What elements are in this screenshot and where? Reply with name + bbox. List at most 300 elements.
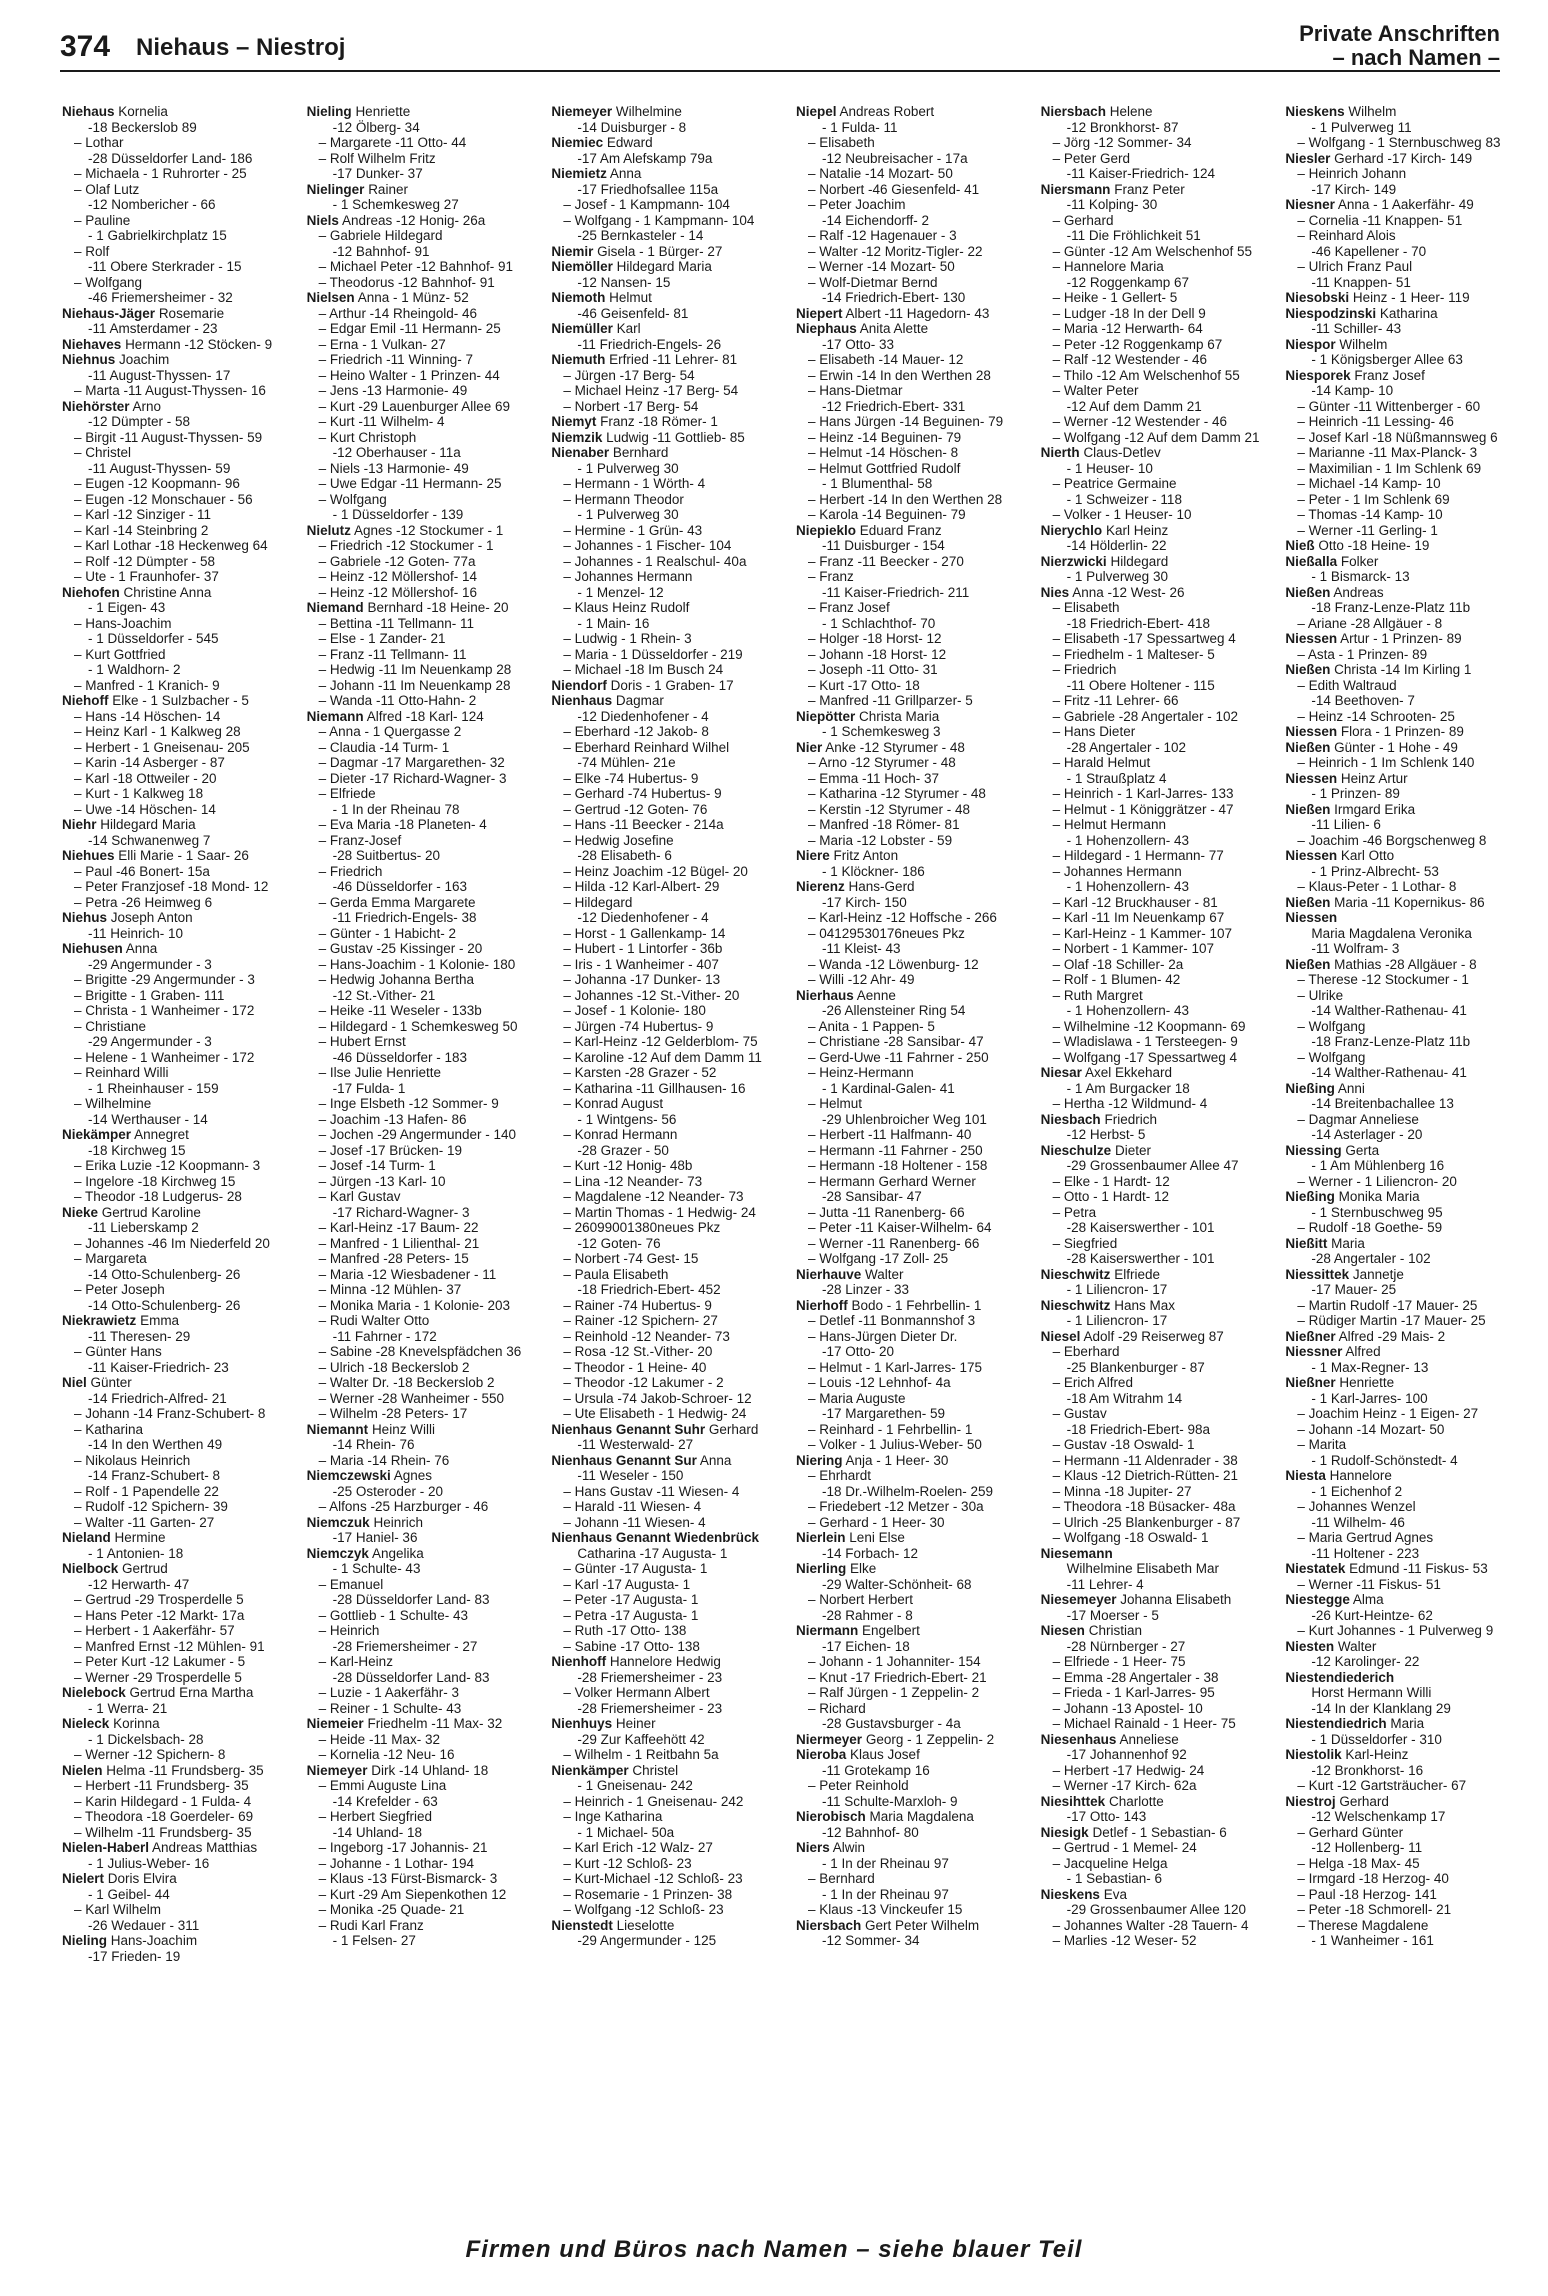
surname-entry	[307, 600, 544, 616]
sub-entry: – Ursula -74 Jakob-Schroer- 12	[563, 1390, 752, 1406]
sub-entry: – Gerhard Günter	[1297, 1824, 1404, 1840]
entry-details: Anita - 1 Pappen- 5	[818, 1018, 935, 1034]
surname-entry	[796, 306, 1033, 322]
entry-details: Johanna -17 Dunker- 13	[574, 972, 721, 987]
entry-details: Hermann -11 Fahrner - 250	[819, 1142, 983, 1158]
entry-details: Ingeborg -17 Johannis- 21	[329, 1840, 488, 1855]
entry-details: Marta -11 August-Thyssen- 16	[85, 383, 266, 398]
surname: Nierling	[796, 1561, 847, 1576]
address-line: - 1 Schemkesweg 27	[332, 197, 459, 212]
entry-details: Helga -18 Max- 45	[1308, 1855, 1420, 1871]
entry-details: Gerhard	[1063, 212, 1114, 228]
entry-details: Otto - 1 Hardt- 12	[1063, 1189, 1169, 1204]
entry-details: Gerhard -17 Kirch- 149	[1334, 150, 1473, 166]
sub-entry: – Reinhold -12 Neander- 73	[563, 1328, 730, 1344]
sub-entry: – Johann -11 Im Neuenkamp 28	[318, 677, 511, 693]
entry-details: Irmgard -18 Herzog- 40	[1308, 1871, 1449, 1886]
surname: Nienhoff	[551, 1654, 607, 1669]
address-line: -11 Kaiser-Friedrich- 23	[88, 1359, 229, 1375]
surname-entry	[62, 585, 299, 601]
sub-entry: – Emanuel	[318, 1576, 384, 1592]
entry-details: Michael -18 Im Busch 24	[574, 662, 724, 677]
entry-details: Hans-Joachim	[85, 615, 172, 631]
entry-details: Gertrud -29 Trosperdelle 5	[85, 1592, 244, 1607]
surname: Nieke	[62, 1204, 99, 1220]
entry-details: Horst - 1 Gallenkamp- 14	[574, 925, 726, 941]
entry-details: Dieter -17 Richard-Wagner- 3	[329, 770, 507, 786]
sub-entry: – Rainer -74 Hubertus- 9	[563, 1297, 712, 1313]
sub-entry: – Heike - 1 Gellert- 5	[1052, 290, 1178, 305]
entry-details: Christel	[632, 1762, 679, 1778]
entry-details: Manfred - 1 Lilienthal- 21	[329, 1235, 480, 1251]
sub-entry: – Jürgen -74 Hubertus- 9	[563, 1018, 714, 1034]
surname-entry	[62, 1840, 299, 1856]
sub-entry: – Uwe -14 Höschen- 14	[74, 801, 216, 817]
sub-entry: – Wladislawa - 1 Tersteegen- 9	[1052, 1034, 1238, 1049]
surname-entry	[62, 104, 299, 120]
sub-entry: – Werner -17 Kirch- 62a	[1052, 1778, 1197, 1793]
entry-details: Heinrich	[329, 1623, 380, 1638]
address-line: - 1 Julius-Weber- 16	[88, 1855, 210, 1871]
sub-entry: – Gustav -25 Kissinger - 20	[318, 941, 483, 956]
entry-details: Johann -11 Wiesen- 4	[574, 1514, 706, 1530]
entry-details: Claudia -14 Turm- 1	[329, 739, 450, 755]
sub-entry: – Kurt -12 Schloß- 23	[563, 1855, 692, 1871]
address-line: - 1 Max-Regner- 13	[1311, 1359, 1429, 1375]
sub-entry: – Klaus -12 Dietrich-Rütten- 21	[1052, 1468, 1238, 1483]
sub-entry: – Kurt-Michael -12 Schloß- 23	[563, 1871, 743, 1886]
entry-details: Peter Gerd	[1063, 150, 1130, 166]
surname: Niespodzinski	[1285, 305, 1377, 321]
address-line: -11 Heinrich- 10	[88, 925, 184, 941]
sub-entry: – 04129530176neues Pkz	[808, 925, 965, 941]
surname: Niephaus	[796, 321, 857, 336]
sub-entry: – Heinrich	[318, 1623, 380, 1638]
entry-details: Wilhelm	[1348, 104, 1397, 119]
sub-entry: – Peter - 1 Im Schlenk 69	[1297, 491, 1450, 507]
entry-details: Niels -13 Harmonie- 49	[329, 460, 469, 476]
entry-details: Walter	[865, 1266, 904, 1282]
sub-entry: – Volker - 1 Julius-Weber- 50	[808, 1437, 982, 1452]
entry-details: Maria Gertrud Agnes	[1308, 1530, 1434, 1545]
sub-entry: – Siegfried	[1052, 1235, 1118, 1251]
entry-details: Kornelia -12 Neu- 16	[329, 1747, 455, 1762]
entry-details: Jürgen -74 Hubertus- 9	[574, 1018, 714, 1034]
sub-entry: – Karin Hildegard - 1 Fulda- 4	[74, 1793, 252, 1809]
entry-details: Elli Marie - 1 Saar- 26	[118, 848, 249, 863]
directory-columns	[62, 104, 1522, 2234]
sub-entry: – Heinz -14 Schrooten- 25	[1297, 708, 1455, 724]
sub-entry: – Hans -14 Höschen- 14	[74, 708, 221, 724]
address-line: -14 Otto-Schulenberg- 26	[88, 1266, 241, 1282]
sub-entry: – Jürgen -13 Karl- 10	[318, 1173, 446, 1189]
sub-entry: – Franz -11 Tellmann- 11	[318, 646, 467, 662]
surname-entry	[1041, 1065, 1278, 1081]
entry-details: Hans-Jürgen Dieter Dr.	[819, 1328, 958, 1344]
sub-entry: – Ute - 1 Fraunhofer- 37	[74, 569, 219, 584]
sub-entry: – Harald Helmut	[1052, 755, 1151, 770]
entry-details: Christiane -28 Sansibar- 47	[819, 1034, 984, 1049]
surname: Nießen	[1285, 662, 1331, 677]
address-line: - 1 Menzel- 12	[577, 584, 664, 600]
entry-details: Anna	[125, 941, 158, 956]
surname: Niesemeyer	[1040, 1592, 1117, 1607]
entry-details: Martin Thomas - 1 Hedwig- 24	[574, 1204, 756, 1220]
address-line: -46 Geisenfeld- 81	[577, 305, 689, 321]
entry-details: Erfried -11 Lehrer- 81	[609, 352, 738, 367]
sub-entry: – Christiane -28 Sansibar- 47	[808, 1034, 984, 1049]
sub-entry: – Bernhard	[808, 1871, 875, 1886]
sub-entry: – Wilhelmine	[74, 1096, 152, 1111]
surname: Niemietz	[551, 166, 607, 181]
surname: Niemeier	[306, 1716, 364, 1731]
sub-entry: – Norbert Herbert	[808, 1592, 914, 1607]
surname: Nienhaus Genannt Suhr	[551, 1421, 706, 1437]
surname: Niering	[796, 1452, 843, 1468]
entry-details: Kurt -12 Gartsträucher- 67	[1308, 1778, 1467, 1793]
entry-details: Helmut	[609, 290, 652, 305]
sub-entry: – Wolfgang	[74, 274, 143, 290]
entry-details: Bodo - 1 Fehrbellin- 1	[851, 1297, 982, 1313]
entry-details: Adolf -29 Reiserweg 87	[1083, 1328, 1224, 1344]
entry-details: Rudolf -18 Goethe- 59	[1308, 1220, 1443, 1235]
address-line: - 1 Straußplatz 4	[1066, 770, 1167, 786]
entry-details: Eberhard -12 Jakob- 8	[574, 724, 709, 739]
surname-entry	[551, 104, 788, 120]
sub-entry: – Heino Walter - 1 Prinzen- 44	[318, 367, 500, 383]
entry-details: Rudi Karl Franz	[329, 1917, 424, 1933]
surname-entry	[1041, 445, 1278, 461]
entry-details: Wilhelm -28 Peters- 17	[329, 1406, 468, 1421]
surname: Nienhaus Genannt Wiedenbrück	[551, 1530, 759, 1545]
name-range-title: Niehaus – Niestroj	[136, 34, 346, 61]
address-line: - 1 Main- 16	[577, 615, 650, 631]
address-line: -29 Angermunder - 3	[88, 1034, 212, 1049]
sub-entry: – Rolf Wilhelm Fritz	[318, 150, 436, 166]
sub-entry: – Anita - 1 Pappen- 5	[808, 1018, 935, 1034]
entry-details: Bernhard	[612, 445, 669, 460]
address-line: - 1 Gabrielkirchplatz 15	[88, 228, 227, 243]
entry-details: Gerhard	[708, 1421, 759, 1437]
entry-details: Hans Max	[1114, 1297, 1175, 1313]
entry-details: Wolfgang - 1 Kampmann- 104	[574, 212, 755, 228]
sub-entry: – Wanda -12 Löwenburg- 12	[808, 956, 979, 972]
entry-details: Alwin	[832, 1840, 866, 1855]
sub-entry: – Manfred Ernst -12 Mühlen- 91	[74, 1638, 265, 1654]
surname-entry	[1285, 104, 1522, 120]
address-line: -11 Schiller- 43	[1311, 321, 1402, 336]
entry-details: Uwe -14 Höschen- 14	[85, 801, 216, 817]
entry-details: Jochen -29 Angermunder - 140	[329, 1127, 517, 1142]
surname: Niesar	[1040, 1065, 1082, 1080]
sub-entry: – Gertrud - 1 Memel- 24	[1052, 1840, 1197, 1855]
surname-entry	[1285, 957, 1522, 973]
sub-entry: – Hermann - 1 Wörth- 4	[563, 476, 706, 491]
surname-entry	[1041, 554, 1278, 570]
address-line: -14 Otto-Schulenberg- 26	[88, 1297, 241, 1313]
entry-details: Günter -17 Augusta- 1	[574, 1561, 708, 1576]
address-line: -17 Haniel- 36	[332, 1530, 418, 1545]
address-line: -28 Angertaler - 102	[1066, 739, 1186, 755]
address-line: - 1 Hohenzollern- 43	[1066, 1003, 1189, 1018]
entry-details: Heike -11 Weseler - 133b	[329, 1003, 482, 1018]
directory-column	[1285, 104, 1522, 2234]
surname: Niestatek	[1285, 1561, 1346, 1576]
entry-details: Paul -18 Herzog- 141	[1308, 1886, 1437, 1902]
sub-entry: – Norbert -46 Giesenfeld- 41	[808, 181, 980, 197]
sub-entry: – Emmi Auguste Lina	[318, 1778, 447, 1793]
entry-details: Konrad Hermann	[574, 1127, 678, 1142]
surname: Niersmann	[1040, 181, 1111, 197]
entry-details: Albert -11 Hagedorn- 43	[845, 305, 990, 321]
address-line: - 1 Am Burgacker 18	[1066, 1080, 1190, 1096]
sub-entry: – Eugen -12 Koopmann- 96	[74, 476, 240, 491]
entry-details: Helene	[1109, 104, 1153, 119]
entry-details: Karl	[616, 321, 641, 336]
sub-entry: – Peter Joseph	[74, 1282, 165, 1297]
entry-details: Emma	[140, 1313, 180, 1328]
sub-entry: – Erika Luzie -12 Koopmann- 3	[74, 1158, 261, 1173]
surname-entry	[1041, 1298, 1278, 1314]
surname: Niemuth	[551, 352, 606, 367]
entry-details: Johanne - 1 Lothar- 194	[329, 1855, 475, 1871]
sub-entry: – Michael Rainald - 1 Heer- 75	[1052, 1716, 1236, 1731]
entry-details: Gustav -25 Kissinger - 20	[329, 941, 483, 956]
address-line: - 1 Werra- 21	[88, 1700, 168, 1716]
sub-entry: – Werner -12 Spichern- 8	[74, 1747, 226, 1762]
sub-entry: – Sabine -17 Otto- 138	[563, 1638, 700, 1654]
surname-entry	[1285, 895, 1522, 911]
address-line: -12 Hollenberg- 11	[1311, 1840, 1423, 1855]
address-line: - 1 Blumenthal- 58	[822, 476, 933, 491]
surname-entry	[307, 1422, 544, 1438]
sub-entry: – Eugen -12 Monschauer - 56	[74, 491, 253, 507]
entry-details: Heinrich	[373, 1514, 423, 1530]
sub-entry: – Natalie -14 Mozart- 50	[808, 166, 953, 181]
entry-details: Helmut - 1 Karl-Jarres- 175	[819, 1359, 983, 1375]
address-line: -29 Zur Kaffeehött 42	[577, 1731, 705, 1747]
address-line: -12 Nombericher - 66	[88, 197, 216, 212]
entry-details: Wolfgang -12 Schloß- 23	[574, 1902, 724, 1917]
sub-entry: – Johann -14 Mozart- 50	[1297, 1421, 1445, 1437]
address-line: -28 Gustavsburger - 4a	[822, 1716, 961, 1731]
entry-details: Helmut Hermann	[1063, 817, 1166, 832]
sub-entry: – Werner -12 Westender - 46	[1052, 414, 1227, 429]
entry-details: Eduard Franz	[859, 522, 942, 538]
sub-entry: – Ulrike	[1297, 987, 1344, 1003]
surname-entry	[1285, 910, 1522, 926]
sub-entry: – Jacqueline Helga	[1052, 1855, 1168, 1871]
address-line: -14 Friedrich-Alfred- 21	[88, 1390, 227, 1406]
entry-details: Johann - 1 Johanniter- 154	[819, 1654, 981, 1669]
surname: Niessen	[1285, 910, 1338, 925]
sub-entry: – Helmut Hermann	[1052, 817, 1166, 832]
sub-entry: – Elisabeth	[1052, 600, 1120, 615]
entry-details: Claus-Detlev	[1083, 445, 1161, 460]
address-line: -12 Auf dem Damm 21	[1066, 398, 1202, 414]
entry-details: Korinna	[113, 1716, 160, 1731]
surname-entry	[307, 1763, 544, 1779]
address-line: -11 Friedrich-Engels- 26	[577, 336, 722, 352]
entry-details: Helene - 1 Wanheimer - 172	[85, 1049, 255, 1065]
entry-details: Michael Heinz -17 Berg- 54	[574, 383, 739, 398]
entry-details: Rainer -74 Hubertus- 9	[574, 1297, 712, 1313]
surname: Nienhuys	[551, 1716, 613, 1731]
sub-entry: – Hans Jürgen -14 Beguinen- 79	[808, 414, 1004, 429]
surname-entry	[62, 399, 299, 415]
surname-entry	[1285, 1329, 1522, 1345]
address-line: -12 Roggenkamp 67	[1066, 274, 1189, 290]
surname-entry	[1041, 1546, 1278, 1562]
entry-details: Heike - 1 Gellert- 5	[1063, 290, 1178, 305]
entry-details: Johanna Elisabeth	[1120, 1592, 1232, 1607]
entry-details: Peter -12 Roggenkamp 67	[1063, 336, 1223, 352]
sub-entry: – Marta -11 August-Thyssen- 16	[74, 383, 266, 398]
sub-entry: – Manfred -11 Grillparzer- 5	[808, 693, 973, 708]
address-line: -17 Kirch- 150	[822, 894, 907, 910]
entry-details: Elfriede	[1114, 1266, 1160, 1282]
sub-entry: – Friedrich	[1052, 662, 1117, 677]
sub-entry: – Peter Gerd	[1052, 150, 1130, 166]
sub-entry: – Ralf -12 Westender - 46	[1052, 352, 1207, 367]
surname-entry	[1041, 1623, 1278, 1639]
entry-details: Joseph Anton	[110, 910, 193, 925]
sub-entry: – Gustav -18 Oswald- 1	[1052, 1437, 1195, 1452]
sub-entry: – Marlies -12 Weser- 52	[1052, 1933, 1197, 1948]
sub-entry: – Helga -18 Max- 45	[1297, 1855, 1420, 1871]
entry-details: Johannes -12 St.-Vither- 20	[574, 987, 740, 1003]
surname-entry	[1285, 197, 1522, 213]
sub-entry: – Heinz -14 Beguinen- 79	[808, 429, 962, 445]
address-line: -14 Hölderlin- 22	[1066, 538, 1167, 553]
sub-entry: – Kurt Gottfried	[74, 646, 166, 662]
sub-entry: – Peter Joachim	[808, 197, 906, 212]
surname-entry	[1285, 662, 1522, 678]
address-line: -12 Ölberg- 34	[332, 119, 420, 135]
surname-entry	[796, 740, 1033, 756]
surname-entry	[1285, 368, 1522, 384]
surname: Niesigk	[1040, 1824, 1089, 1840]
surname: Niemüller	[551, 321, 613, 336]
sub-entry: – Herbert - 1 Aakerfähr- 57	[74, 1623, 235, 1638]
surname: Nießing	[1285, 1080, 1335, 1096]
entry-details: Kurt Johannes - 1 Pulverweg 9	[1308, 1623, 1494, 1638]
entry-details: Kurt -29 Am Siepenkothen 12	[329, 1886, 507, 1902]
sub-entry: – Hermann -11 Aldenrader - 38	[1052, 1452, 1238, 1468]
surname: Niel	[62, 1375, 87, 1390]
sub-entry: – Wolfgang	[318, 491, 387, 507]
entry-details: Hans-Dietmar	[819, 383, 903, 398]
sub-entry: – Jens -13 Harmonie- 49	[318, 383, 468, 398]
sub-entry: – Lina -12 Neander- 73	[563, 1173, 703, 1189]
entry-details: Wilhelmine	[85, 1096, 152, 1111]
surname-entry	[796, 1732, 1033, 1748]
entry-details: Eva	[1103, 1886, 1127, 1902]
directory-column	[551, 104, 788, 2234]
sub-entry: – Heinz -12 Möllershof- 16	[318, 584, 477, 600]
entry-details: Magdalene -12 Neander- 73	[574, 1189, 744, 1204]
entry-details: Johannes - 1 Realschul- 40a	[574, 553, 747, 569]
entry-details: Werner -29 Trosperdelle 5	[85, 1669, 242, 1685]
surname: Niekämper	[62, 1127, 132, 1142]
entry-details: Thilo -12 Am Welschenhof 55	[1063, 367, 1240, 383]
sub-entry: – Petra	[1052, 1204, 1097, 1220]
sub-entry: – Olaf -18 Schiller- 2a	[1052, 956, 1184, 972]
entry-details: Heide -11 Max- 32	[329, 1731, 440, 1747]
address-line: -18 Franz-Lenze-Platz 11b	[1311, 1034, 1471, 1049]
sub-entry: – Kurt -29 Lauenburger Allee 69	[318, 398, 511, 414]
address-line: -11 Westerwald- 27	[577, 1437, 694, 1452]
sub-entry: – Werner -11 Ranenberg- 66	[808, 1235, 980, 1251]
sub-entry: – Rudi Karl Franz	[318, 1917, 424, 1933]
address-line: - 1 Eigen- 43	[88, 600, 166, 615]
entry-details: Karola -14 Beguinen- 79	[819, 507, 966, 522]
surname-entry	[796, 879, 1033, 895]
sub-entry: – Herbert -11 Frundsberg- 35	[74, 1778, 249, 1793]
surname: Niesler	[1285, 150, 1331, 166]
address-line: -28 Linzer - 33	[822, 1282, 910, 1297]
entry-details: Karl -12 Bruckhauser - 81	[1063, 894, 1218, 910]
sub-entry: – Christel	[74, 445, 132, 460]
address-line: -14 Werthauser - 14	[88, 1111, 208, 1127]
entry-details: Friedebert -12 Metzer - 30a	[819, 1499, 984, 1514]
sub-entry: – Klaus -13 Vinckeufer 15	[808, 1902, 963, 1917]
entry-details: Eugen -12 Monschauer - 56	[85, 491, 253, 507]
surname: Nieleck	[62, 1716, 110, 1731]
sub-entry: – Kurt Johannes - 1 Pulverweg 9	[1297, 1623, 1494, 1638]
sub-entry: – Katharina -12 Styrumer - 48	[808, 786, 986, 801]
entry-details: Michael Rainald - 1 Heer- 75	[1063, 1716, 1236, 1731]
entry-details: Hans-Joachim - 1 Kolonie- 180	[329, 956, 516, 972]
entry-details: Kurt -29 Lauenburger Allee 69	[329, 398, 511, 414]
sub-entry: – Elke - 1 Hardt- 12	[1052, 1173, 1170, 1189]
surname: Niekrawietz	[62, 1313, 137, 1328]
sub-entry: – Rolf - 1 Papendelle 22	[74, 1483, 219, 1499]
sub-entry: – Richard	[808, 1700, 866, 1716]
surname-entry	[1285, 585, 1522, 601]
directory-column	[796, 104, 1033, 2234]
entry-details: Ralf -12 Westender - 46	[1063, 352, 1207, 367]
entry-details: Joseph -11 Otto- 31	[819, 662, 938, 677]
entry-details: Petra	[1063, 1204, 1097, 1220]
sub-entry: – Hedwig Josefine	[563, 832, 674, 848]
sub-entry: – Manfred -18 Römer- 81	[808, 817, 960, 832]
entry-details: Heinrich Johann	[1308, 166, 1407, 181]
entry-details: Hermann - 1 Wörth- 4	[574, 476, 706, 491]
entry-details: Peter Franzjosef -18 Mond- 12	[85, 879, 269, 894]
entry-details: Hans Jürgen -14 Beguinen- 79	[819, 414, 1004, 429]
surname-entry	[551, 1918, 788, 1934]
address-line: - 1 Düsseldorfer - 139	[332, 507, 464, 522]
address-line: -17 Kirch- 149	[1311, 181, 1397, 197]
address-line: -12 Nansen- 15	[577, 274, 671, 290]
sub-entry: – Karl Wilhelm	[74, 1902, 162, 1917]
entry-details: Rainer -12 Spichern- 27	[574, 1313, 718, 1328]
sub-entry: – Konrad Hermann	[563, 1127, 678, 1142]
entry-details: Elisabeth	[1063, 600, 1120, 615]
sub-entry: – Walter -11 Garten- 27	[74, 1514, 215, 1530]
entry-details: Norbert -17 Berg- 54	[574, 398, 699, 414]
address-line: -12 Bronkhorst- 16	[1311, 1762, 1424, 1778]
sub-entry: – Magdalene -12 Neander- 73	[563, 1189, 744, 1204]
sub-entry: – Wolfgang -12 Schloß- 23	[563, 1902, 724, 1917]
sub-entry: – Pauline	[74, 212, 131, 228]
address-line: -28 Friemersheimer - 23	[577, 1700, 723, 1716]
entry-details: Flora - 1 Prinzen- 89	[1340, 724, 1464, 739]
entry-details: Marianne -11 Max-Planck- 3	[1308, 445, 1478, 460]
surname: Niehoff	[62, 693, 109, 708]
sub-entry: – Hans -11 Beecker - 214a	[563, 817, 724, 832]
